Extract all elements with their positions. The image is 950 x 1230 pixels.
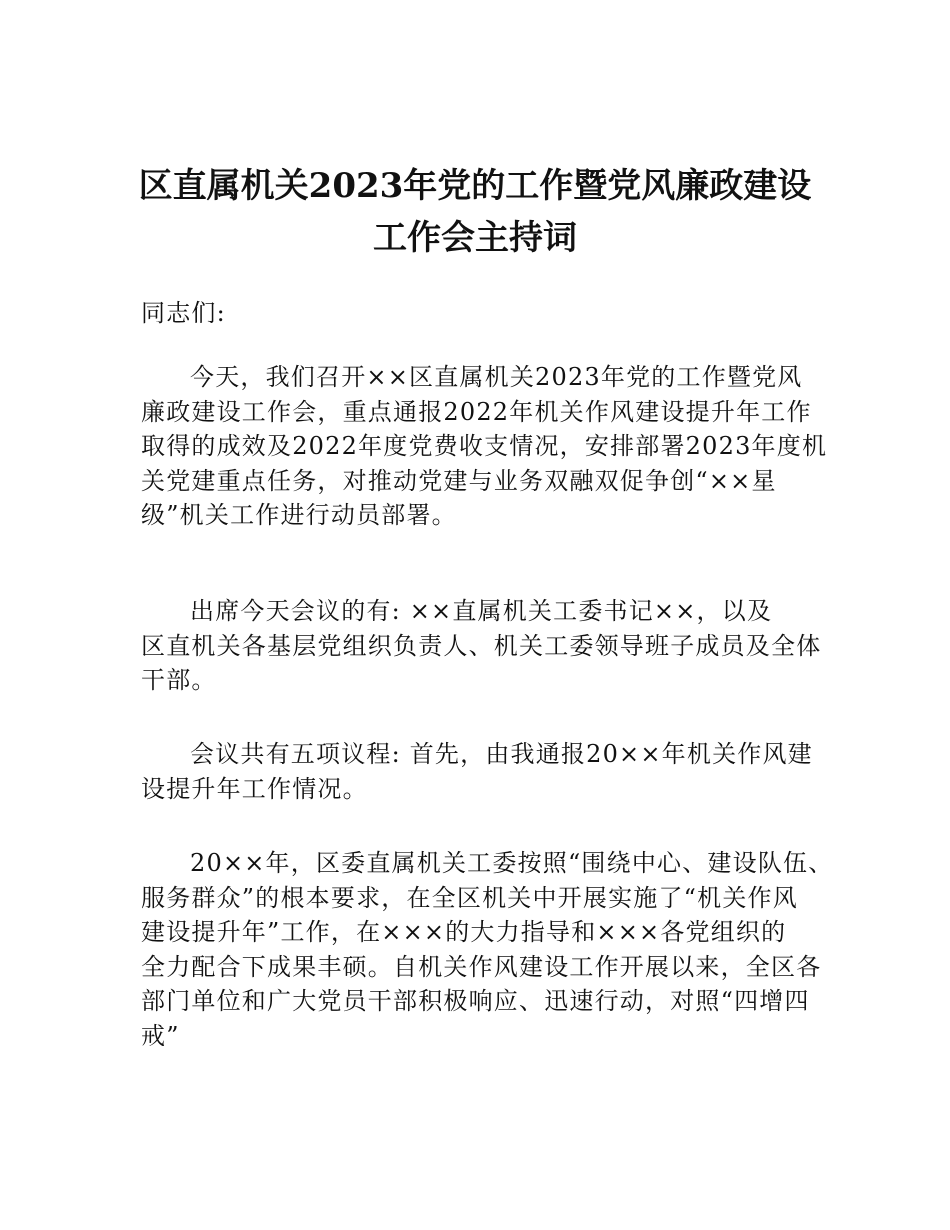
paragraph-4-line-6: 戒” xyxy=(141,1021,180,1050)
paragraph-3-line-2: 设提升年工作情况。 xyxy=(141,774,368,803)
document-title-line-1: 区直属机关2023年党的工作暨党风廉政建设 xyxy=(138,166,812,206)
paragraph-1-line-1: 今天，我们召开××区直属机关2023年党的工作暨党风 xyxy=(190,363,803,391)
paragraph-4-line-5: 部门单位和广大党员干部积极响应、迅速行动，对照“四增四 xyxy=(141,987,810,1015)
paragraph-3-line-1: 会议共有五项议程: 首先，由我通报20××年机关作风建 xyxy=(190,740,813,768)
paragraph-1-line-3: 取得的成效及2022年度党费收支情况，安排部署2023年度机 xyxy=(141,432,828,460)
paragraph-2 xyxy=(141,594,821,698)
paragraph-2-line-3: 干部。 xyxy=(141,666,217,694)
paragraph-2-line-1: 出席今天会议的有: ××直属机关工委书记××，以及 xyxy=(190,597,773,625)
paragraph-4-line-2: 服务群众”的根本要求，在全区机关中开展实施了“机关作风 xyxy=(141,883,798,912)
paragraph-4 xyxy=(141,846,834,1053)
paragraph-1-line-2: 廉政建设工作会，重点通报2022年机关作风建设提升年工作 xyxy=(141,397,812,426)
paragraph-1 xyxy=(141,360,828,533)
paragraph-4-line-1: 20××年，区委直属机关工委按照“围绕中心、建设队伍、 xyxy=(190,849,834,877)
paragraph-2-line-2: 区直机关各基层党组织负责人、机关工委领导班子成员及全体 xyxy=(141,631,822,660)
paragraph-4-line-4: 全力配合下成果丰硕。自机关作风建设工作开展以来，全区各 xyxy=(141,952,822,981)
paragraph-1-line-5: 级”机关工作进行动员部署。 xyxy=(141,501,457,529)
paragraph-4-line-3: 建设提升年”工作，在×××的大力指导和×××各党组织的 xyxy=(141,918,787,946)
document-title-line-2: 工作会主持词 xyxy=(373,218,577,258)
paragraph-3 xyxy=(141,737,821,806)
salutation: 同志们: xyxy=(141,299,226,327)
paragraph-1-line-4: 关党建重点任务，对推动党建与业务双融双促争创“××星 xyxy=(141,466,777,495)
